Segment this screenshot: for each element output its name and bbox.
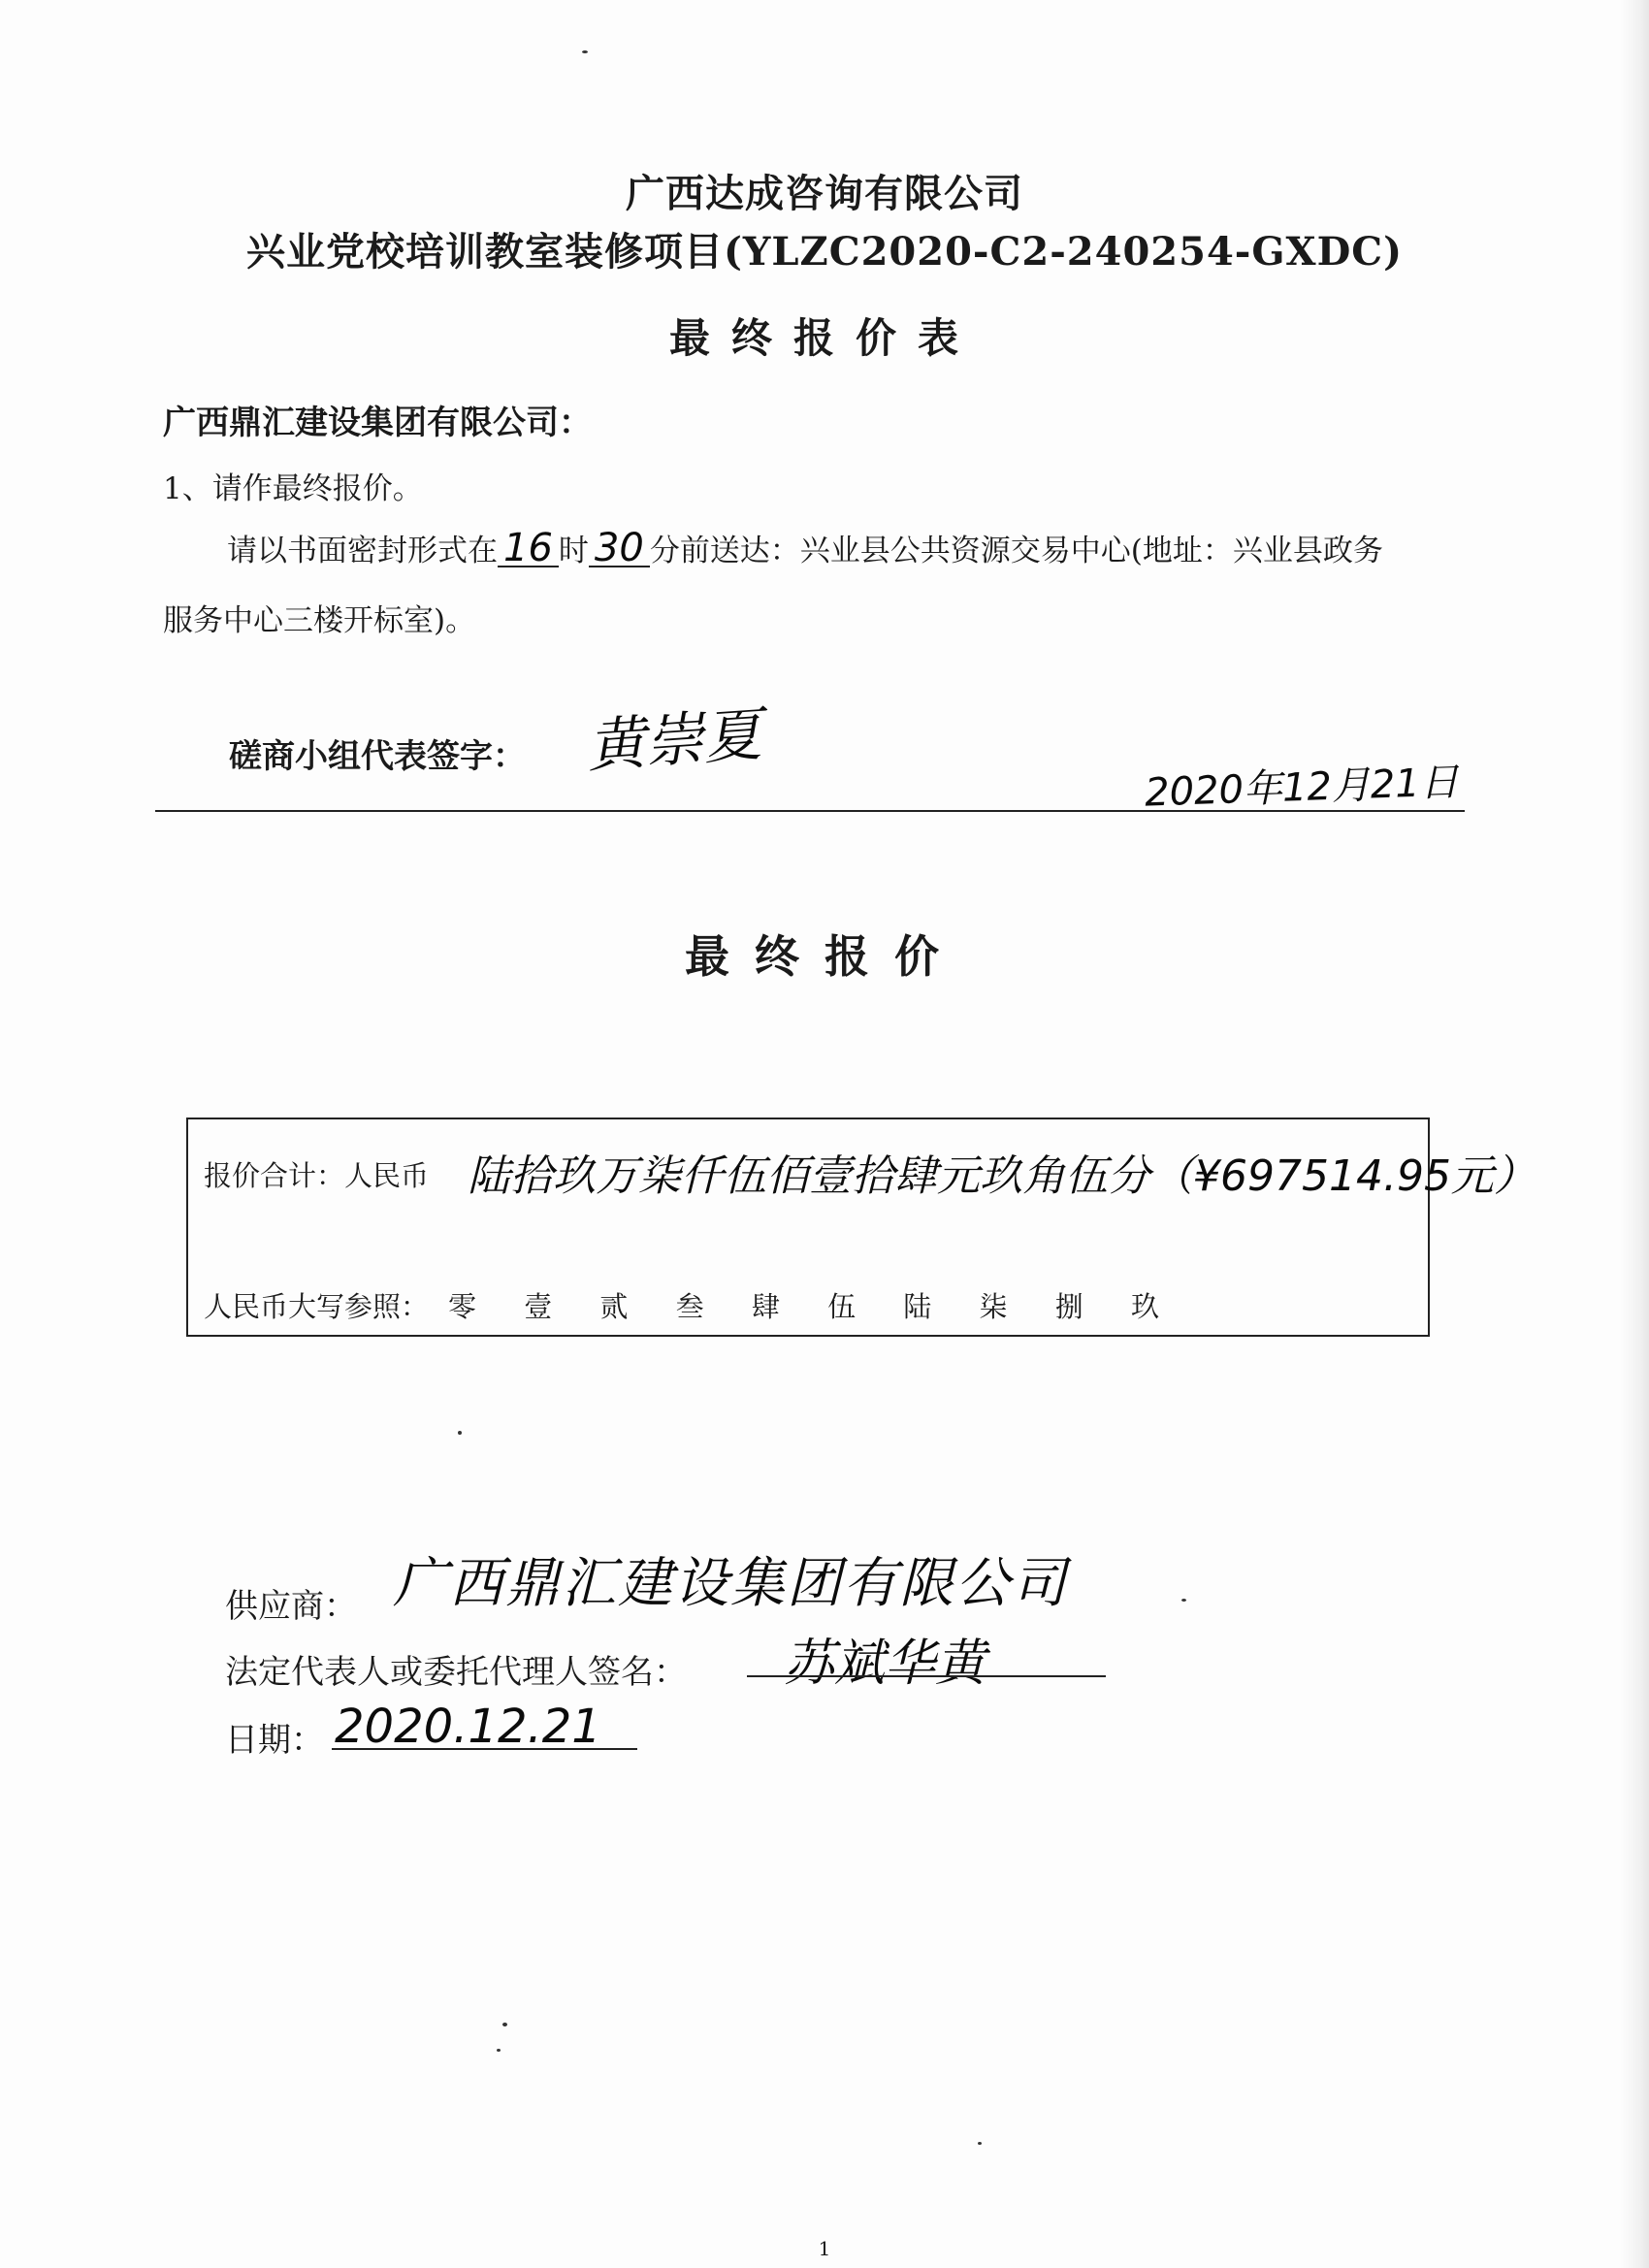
supplier-name-handwritten: 广西鼎汇建设集团有限公司 bbox=[393, 1552, 1068, 1615]
scan-speck bbox=[1181, 1599, 1186, 1602]
deadline-hour-handwritten: 16 bbox=[498, 531, 559, 567]
date-handwritten: 2020.12.21 bbox=[335, 1700, 601, 1754]
deadline-minute-handwritten: 30 bbox=[589, 531, 650, 567]
scan-speck bbox=[978, 2142, 982, 2145]
deadline-suffix: 前送达：兴业县公共资源交易中心(地址：兴业县政务 bbox=[679, 534, 1383, 568]
scan-speck bbox=[502, 2023, 507, 2026]
quote-total-label: 报价合计：人民币 bbox=[204, 1159, 430, 1192]
representative-signature: 苏斌华黄 bbox=[784, 1635, 986, 1693]
instruction-location-line: 服务中心三楼开标室)。 bbox=[163, 603, 476, 638]
deadline-hour-unit: 时 bbox=[558, 534, 589, 568]
scan-speck bbox=[497, 2049, 501, 2052]
addressee: 广西鼎汇建设集团有限公司： bbox=[163, 404, 592, 442]
uppercase-reference-digits: 零 壹 贰 叁 肆 伍 陆 柒 捌 玖 bbox=[448, 1290, 1179, 1323]
panel-signature-line bbox=[155, 810, 1465, 812]
company-title: 广西达成咨询有限公司 bbox=[626, 171, 1023, 216]
panel-representative-signature: 黄崇夏 bbox=[584, 700, 764, 781]
panel-signature-label: 磋商小组代表签字： bbox=[229, 737, 526, 776]
date-label: 日期： bbox=[225, 1721, 324, 1760]
form-title: 最终报价表 bbox=[668, 314, 980, 362]
final-quote-section-title: 最终报价 bbox=[685, 930, 964, 983]
deadline-prefix: 请以书面密封形式在 bbox=[227, 534, 498, 568]
page-number: 1 bbox=[818, 2237, 831, 2260]
deadline-minute-unit: 分 bbox=[649, 534, 680, 568]
panel-signature-date: 2020年12月21日 bbox=[1144, 760, 1460, 816]
instruction-deadline-line bbox=[227, 526, 1383, 569]
representative-signature-label: 法定代表人或委托代理人签名： bbox=[225, 1653, 687, 1692]
supplier-label: 供应商： bbox=[225, 1587, 357, 1626]
representative-signature-line bbox=[747, 1675, 1106, 1677]
scan-speck bbox=[582, 50, 588, 53]
quote-total-amount-handwritten: 陆拾玖万柒仟伍佰壹拾肆元玖角伍分（¥697514.95元） bbox=[468, 1151, 1536, 1201]
scan-speck bbox=[458, 1431, 462, 1435]
date-line bbox=[332, 1748, 637, 1750]
project-title: 兴业党校培训教室装修项目(YLZC2020-C2-240254-GXDC) bbox=[245, 229, 1404, 275]
uppercase-reference-label: 人民币大写参照： bbox=[204, 1290, 430, 1323]
instruction-item-1: 1、请作最终报价。 bbox=[163, 471, 423, 506]
